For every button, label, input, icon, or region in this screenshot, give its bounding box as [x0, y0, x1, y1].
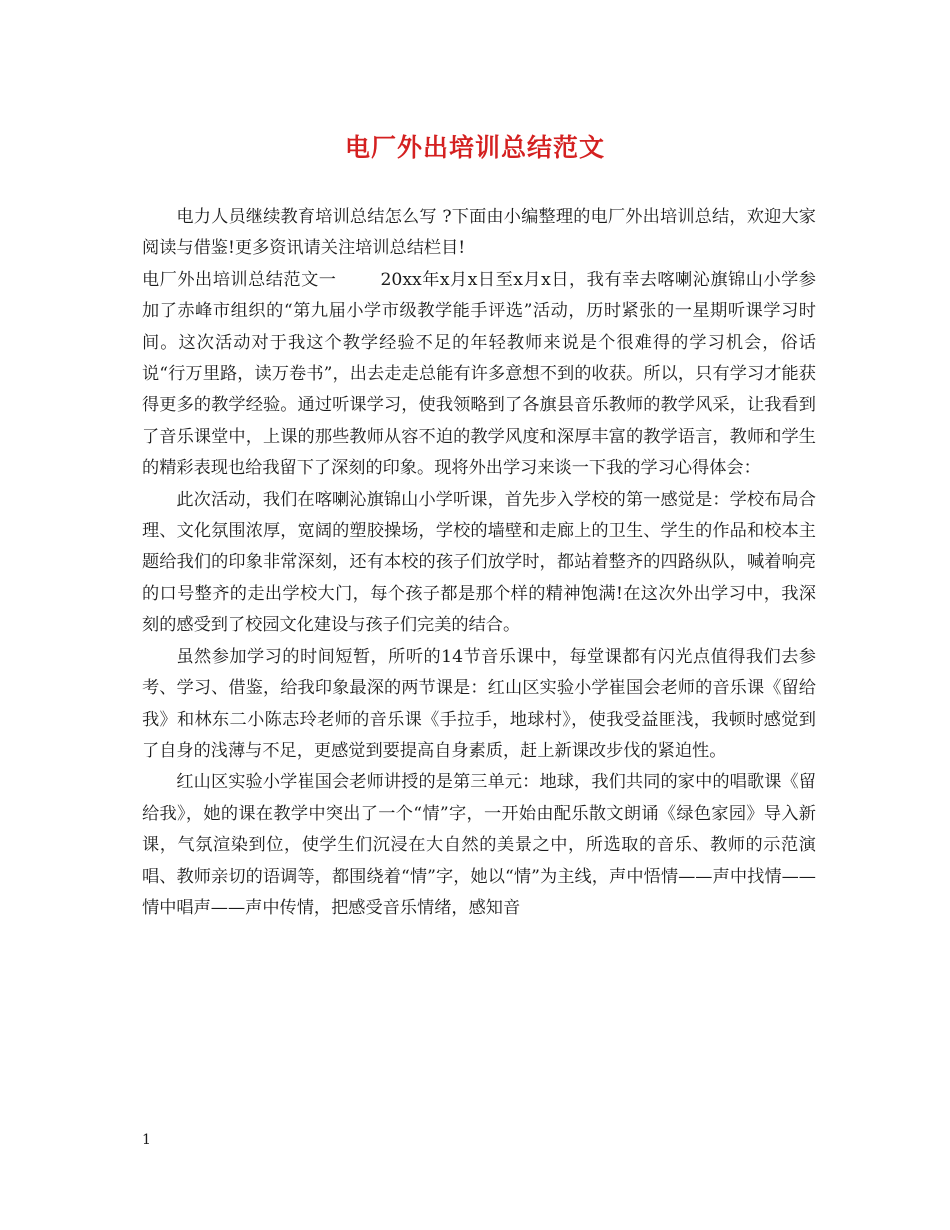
intro-paragraph: 电力人员继续教育培训总结怎么写 ?下面由小编整理的电厂外出培训总结，欢迎大家阅读与借鉴!更多资讯请关注培训总结栏目!: [142, 207, 816, 259]
document-title: 电厂外出培训总结范文: [344, 133, 605, 162]
document-body: [142, 202, 816, 924]
section-label: 电厂外出培训总结范文一: [142, 269, 337, 290]
section-first-paragraph: [142, 265, 816, 485]
page-number: 1: [142, 1132, 151, 1148]
body-paragraph: 此次活动，我们在喀喇沁旗锦山小学听课，首先步入学校的第一感觉是：学校布局合理、文化氛围浓厚，宽阔的塑胶操场，学校的墙壁和走廊上的卫生、学生的作品和校本主题给我们的印象非常深刻，还有本校的孩子们放学时，都站着整齐的四路纵队，喊着响亮的口号整齐的走出学校大门，每个孩子都是那个样的精神饱满!在这次外出学习中，我深刻的感受到了校园文化建设与孩子们完美的结合。: [142, 489, 816, 636]
section-first-text: 20xx年x月x日至x月x日，我有幸去喀喇沁旗锦山小学参加了赤峰市组织的“第九届小学市级教学能手评选”活动，历时紧张的一星期听课学习时间。这次活动对于我这个教学经验不足的年轻教师来说是个很难得的学习机会，俗话说“行万里路，读万卷书”，出去走走总能有许多意想不到的收获。所以，只有学习才能获得更多的教学经验。通过听课学习，使我领略到了各旗县音乐教师的教学风采，让我看到了音乐课堂中，上课的那些教师从容不迫的教学风度和深厚丰富的教学语言，教师和学生的精彩表现也给我留下了深刻的印象。现将外出学习来谈一下我的学习心得体会：: [142, 269, 816, 479]
body-paragraph: 红山区实验小学崔国会老师讲授的是第三单元：地球，我们共同的家中的唱歌课《留给我》，她的课在教学中突出了一个“情”字，一开始由配乐散文朗诵《绿色家园》导入新课，气氛渲染到位，使学生们沉浸在大自然的美景之中，所选取的音乐、教师的示范演唱、教师亲切的语调等，都围绕着“情”字，她以“情”为主线，声中悟情——声中找情——情中唱声——声中传情，把感受音乐情绪，感知音: [142, 772, 816, 918]
body-paragraph: 虽然参加学习的时间短暂，所听的14节音乐课中，每堂课都有闪光点值得我们去参考、学习、借鉴，给我印象最深的两节课是：红山区实验小学崔国会老师的音乐课《留给我》和林东二小陈志玲老师的音乐课《手拉手，地球村》，使我受益匪浅，我顿时感觉到了自身的浅薄与不足，更感觉到要提高自身素质，赶上新课改步伐的紧迫性。: [142, 646, 816, 761]
